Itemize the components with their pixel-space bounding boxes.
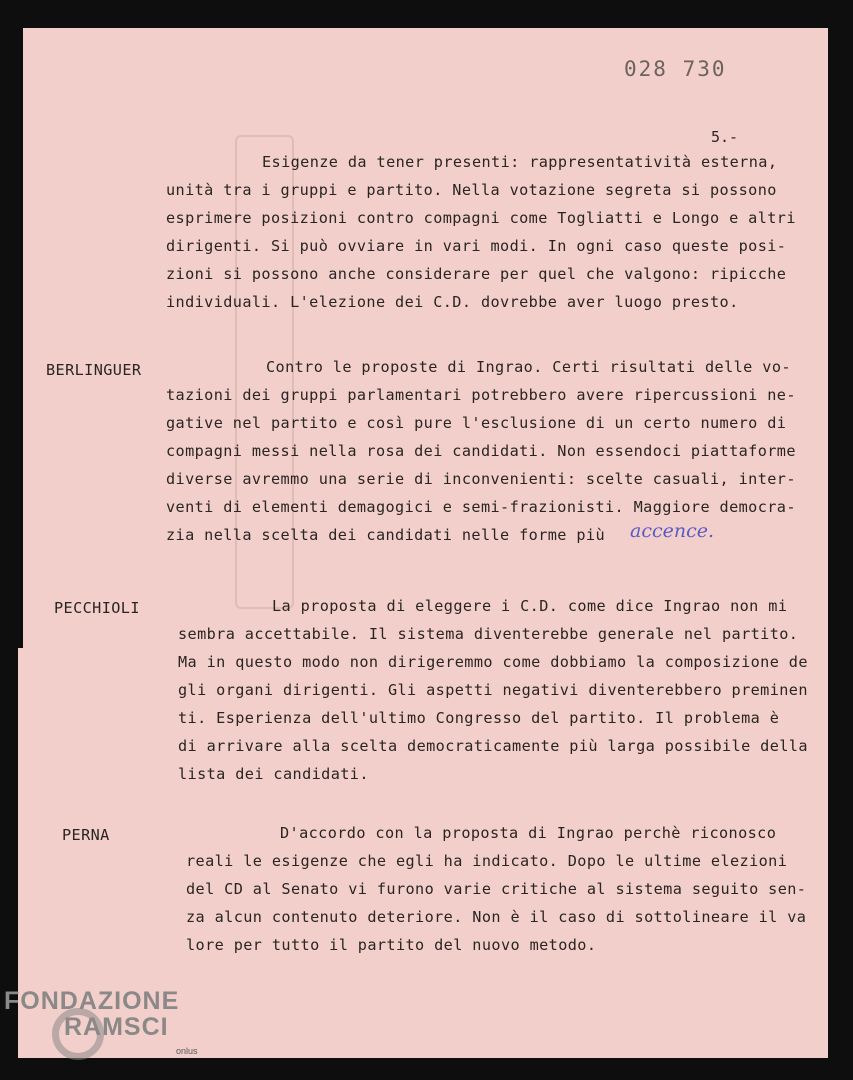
- text-line: Esigenze da tener presenti: rappresentatività esterna,: [262, 153, 778, 171]
- logo-subtitle: onlus: [176, 1046, 198, 1056]
- text-line: venti di elementi demagogici e semi-frazionisti. Maggiore democra-: [166, 498, 796, 516]
- logo-line1: FONDAZIONE: [4, 987, 180, 1015]
- archive-number: 028 730: [624, 57, 727, 81]
- text-line: reali le esigenze che egli ha indicato. Dopo le ultime elezioni: [186, 852, 788, 870]
- text-line: Ma in questo modo non dirigeremmo come dobbiamo la composizione de: [178, 653, 808, 671]
- logo-line2: RAMSCI: [64, 1013, 169, 1041]
- text-line: gative nel partito e così pure l'esclusione di un certo numero di: [166, 414, 787, 432]
- text-line: La proposta di eleggere i C.D. come dice Ingrao non mi: [272, 597, 788, 615]
- handwritten-annotation: accence.: [630, 520, 715, 542]
- text-line: compagni messi nella rosa dei candidati. Non essendoci piattaforme: [166, 442, 796, 460]
- text-line: D'accordo con la proposta di Ingrao perchè riconosco: [280, 824, 777, 842]
- text-line: di arrivare alla scelta democraticamente più larga possibile della: [178, 737, 808, 755]
- text-line: Contro le proposte di Ingrao. Certi risultati delle vo-: [266, 358, 791, 376]
- speaker-name: PERNA: [62, 826, 110, 844]
- text-line: individuali. L'elezione dei C.D. dovrebbe aver luogo presto.: [166, 293, 739, 311]
- text-line: dirigenti. Si può ovviare in vari modi. In ogni caso queste posi-: [166, 237, 787, 255]
- text-line: za alcun contenuto deteriore. Non è il caso di sottolineare il va: [186, 908, 807, 926]
- logo-g-icon: [52, 1008, 104, 1060]
- text-line: ti. Esperienza dell'ultimo Congresso del partito. Il problema è: [178, 709, 780, 727]
- text-line: tazioni dei gruppi parlamentari potrebbero avere ripercussioni ne-: [166, 386, 796, 404]
- text-line: diverse avremmo una serie di inconvenienti: scelte casuali, inter-: [166, 470, 796, 488]
- text-line: zioni si possono anche considerare per quel che valgono: ripicche: [166, 265, 787, 283]
- speaker-name: BERLINGUER: [46, 361, 142, 379]
- text-line: esprimere posizioni contro compagni come Togliatti e Longo e altri: [166, 209, 796, 227]
- speaker-name: PECCHIOLI: [54, 599, 140, 617]
- text-line: unità tra i gruppi e partito. Nella votazione segreta si possono: [166, 181, 777, 199]
- text-line: zia nella scelta dei candidati nelle forme più: [166, 526, 606, 544]
- text-line: sembra accettabile. Il sistema diventerebbe generale nel partito.: [178, 625, 799, 643]
- text-line: gli organi dirigenti. Gli aspetti negativi diventerebbero preminen: [178, 681, 808, 699]
- fondazione-gramsci-logo: [4, 987, 198, 1056]
- text-line: lore per tutto il partito del nuovo metodo.: [186, 936, 597, 954]
- text-line: del CD al Senato vi furono varie critiche al sistema seguito sen-: [186, 880, 807, 898]
- page-number: 5.-: [711, 128, 739, 146]
- text-line: lista dei candidati.: [178, 765, 369, 783]
